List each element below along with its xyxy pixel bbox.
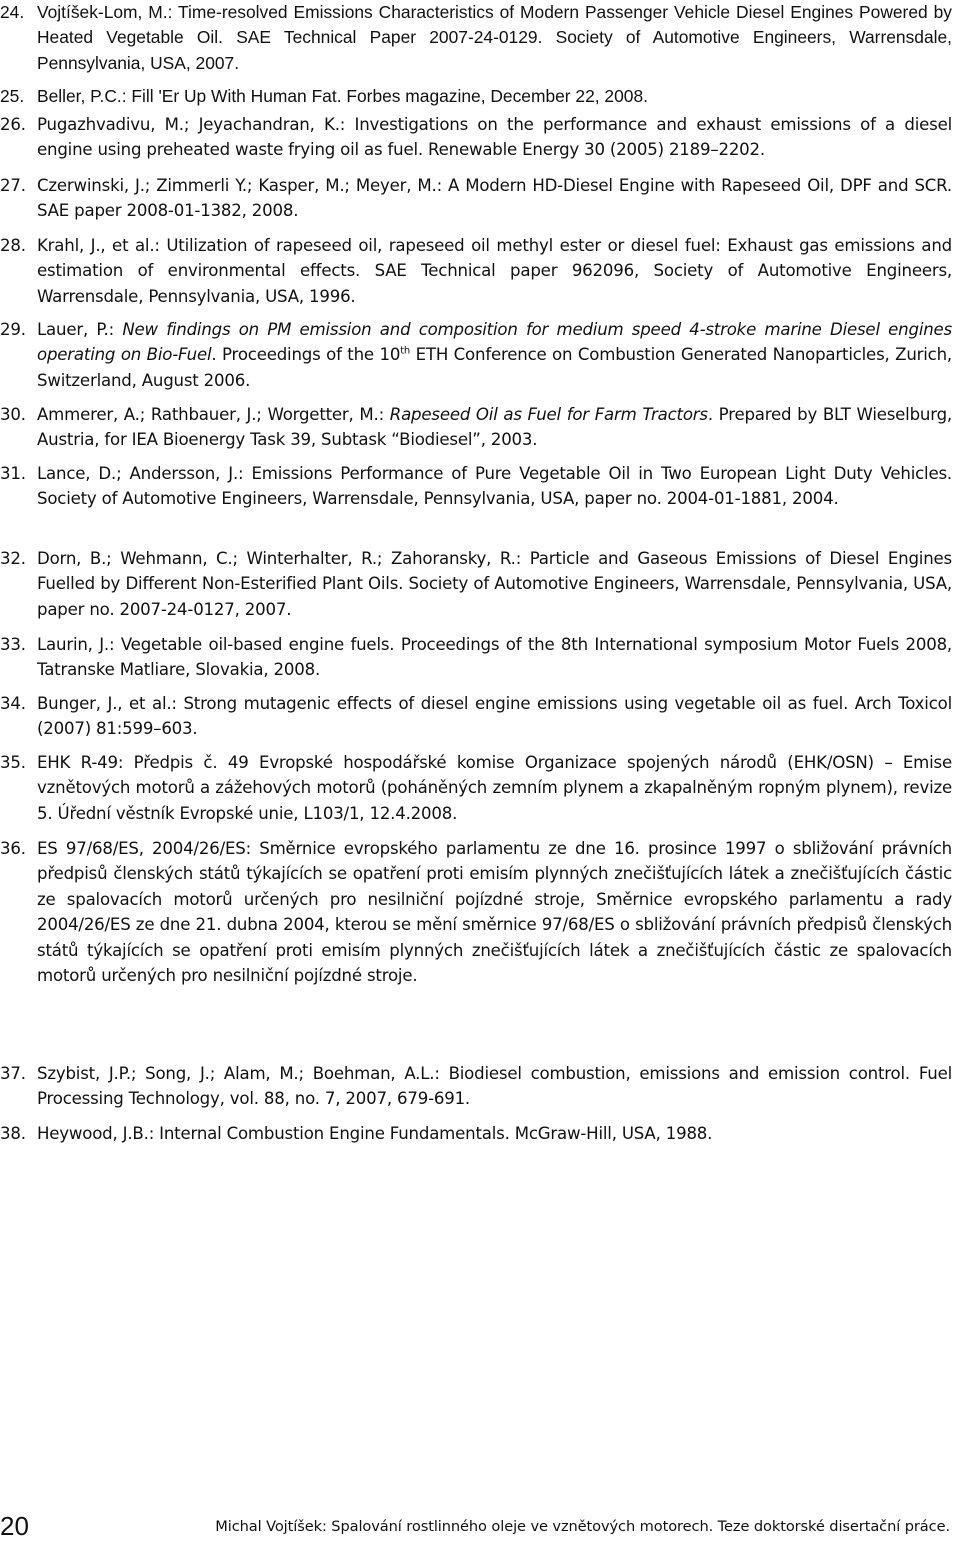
reference-item-33 bbox=[0, 632, 952, 683]
reference-title-italic: Rapeseed Oil as Fuel for Farm Tractors bbox=[389, 405, 708, 424]
reference-item-25 bbox=[0, 84, 952, 109]
reference-text: Dorn, B.; Wehmann, C.; Winterhalter, R.; Zahoransky, R.: Particle and Gaseous Emissions of Diesel Engines Fuelled by Different Non-Esterified Plant Oils. Society of Automotive Engineers, Warrensdale, Pennsylvania, USA, paper no. 2007-24-0127, 2007. bbox=[37, 549, 952, 619]
reference-number: 35. bbox=[0, 753, 26, 772]
reference-text: Vojtíšek-Lom, M.: Time-resolved Emissions Characteristics of Modern Passenger Vehicle Diesel Engines Powered by Heated Vegetable Oil. SAE Technical Paper 2007-24-0129. Society of Automotive Engineers, Warrensdale, Pennsylvania, USA, 2007. bbox=[37, 2, 952, 73]
reference-author: Lauer, P.: bbox=[37, 320, 123, 339]
reference-number: 25. bbox=[0, 86, 25, 106]
reference-number: 26. bbox=[0, 115, 26, 134]
reference-text: ES 97/68/ES, 2004/26/ES: Směrnice evropského parlamentu ze dne 16. prosince 1997 o sbližování právních předpisů členských států týkajících se opatření proti emisím plynných znečišťujících látek a znečišťujících částic ze spalovacích motorů určených pro nesilniční pojízdné stroje, Směrnice evropského parlamentu a rady 2004/26/ES ze dne 21. dubna 2004, kterou se mění směrnice 97/68/ES o sbližování právních předpisů členských států týkajících se opatření proti emisím plynných znečišťujících látek a znečišťujících částic ze spalovacích motorů určených pro nesilniční pojízdné stroje. bbox=[37, 839, 952, 986]
reference-number: 27. bbox=[0, 176, 26, 195]
reference-item-26 bbox=[0, 112, 952, 163]
reference-text: Beller, P.C.: Fill 'Er Up With Human Fat. Forbes magazine, December 22, 2008. bbox=[37, 86, 648, 106]
reference-number: 29. bbox=[0, 320, 26, 339]
reference-text: Krahl, J., et al.: Utilization of rapeseed oil, rapeseed oil methyl ester or diesel fuel: Exhaust gas emissions and estimation of environmental effects. SAE Technical paper 962096, Society of Automotive Engineers, Warrensdale, Pennsylvania, USA, 1996. bbox=[37, 236, 952, 306]
reference-item-29 bbox=[0, 317, 952, 393]
page-footer bbox=[0, 1511, 960, 1541]
reference-text: Laurin, J.: Vegetable oil-based engine fuels. Proceedings of the 8th International symposium Motor Fuels 2008, Tatranske Matliare, Slovakia, 2008. bbox=[37, 635, 952, 680]
reference-text: Pugazhvadivu, M.; Jeyachandran, K.: Investigations on the performance and exhaust emissions of a diesel engine using preheated waste frying oil as fuel. Renewable Energy 30 (2005) 2189–2202. bbox=[37, 115, 952, 160]
reference-text: Lance, D.; Andersson, J.: Emissions Performance of Pure Vegetable Oil in Two European Light Duty Vehicles. Society of Automotive Engineers, Warrensdale, Pennsylvania, USA, paper no. 2004-01-1881, 2004. bbox=[37, 464, 952, 509]
reference-text-part: . Proceedings of the 10 bbox=[211, 345, 401, 365]
reference-text: Heywood, J.B.: Internal Combustion Engine Fundamentals. McGraw-Hill, USA, 1988. bbox=[37, 1124, 713, 1143]
reference-number: 28. bbox=[0, 236, 26, 255]
reference-text-part: . Prepared by BLT Wieselburg, Austria, for IEA Bioenergy Task 39, Subtask “Biodiesel”, 2003. bbox=[37, 405, 952, 450]
reference-item-28 bbox=[0, 233, 952, 309]
reference-item-36 bbox=[0, 836, 952, 988]
reference-text: Bunger, J., et al.: Strong mutagenic effects of diesel engine emissions using vegetable oil as fuel. Arch Toxicol (2007) 81:599–603. bbox=[37, 694, 952, 739]
reference-text: Szybist, J.P.; Song, J.; Alam, M.; Boehman, A.L.: Biodiesel combustion, emissions and emission control. Fuel Processing Technology, vol. 88, no. 7, 2007, 679-691. bbox=[37, 1064, 952, 1109]
reference-item-38 bbox=[0, 1121, 952, 1146]
reference-item-35 bbox=[0, 750, 952, 826]
reference-number: 32. bbox=[0, 549, 26, 568]
reference-author: Ammerer, A.; Rathbauer, J.; Worgetter, M.: bbox=[37, 405, 390, 424]
reference-number: 34. bbox=[0, 694, 26, 713]
reference-number: 36. bbox=[0, 839, 26, 858]
reference-number: 30. bbox=[0, 405, 26, 424]
reference-number: 37. bbox=[0, 1064, 26, 1083]
footer-text: Michal Vojtíšek: Spalování rostlinného oleje ve vznětových motorech. Teze doktorské disertační práce. bbox=[215, 1518, 950, 1535]
reference-text: Czerwinski, J.; Zimmerli Y.; Kasper, M.; Meyer, M.: A Modern HD-Diesel Engine with Rapeseed Oil, DPF and SCR. SAE paper 2008-01-1382, 2008. bbox=[37, 176, 952, 221]
reference-item-31 bbox=[0, 461, 952, 512]
reference-number: 31. bbox=[0, 464, 26, 483]
reference-item-24 bbox=[0, 0, 952, 76]
page-number: 20 bbox=[0, 1511, 29, 1541]
superscript: th bbox=[400, 345, 411, 357]
reference-item-27 bbox=[0, 173, 952, 224]
reference-number: 33. bbox=[0, 635, 26, 654]
reference-number: 38. bbox=[0, 1124, 26, 1143]
reference-number: 24. bbox=[0, 2, 25, 22]
reference-title-italic: New findings on PM emission and composition for medium speed 4-stroke marine Diesel engines operating on Bio-Fuel bbox=[37, 320, 952, 365]
reference-text: EHK R-49: Předpis č. 49 Evropské hospodářské komise Organizace spojených národů (EHK/OSN) – Emise vznětových motorů a zážehových motorů (poháněných zemním plynem a zkapalněným ropným plynem), revize 5. Úřední věstník Evropské unie, L103/1, 12.4.2008. bbox=[37, 753, 952, 823]
reference-item-30 bbox=[0, 402, 952, 453]
reference-text bbox=[37, 402, 952, 453]
reference-item-32 bbox=[0, 546, 952, 622]
reference-item-34 bbox=[0, 691, 952, 742]
reference-text-part: ETH Conference on Combustion Generated Nanoparticles, Zurich, Switzerland, August 2006. bbox=[37, 345, 952, 390]
reference-text bbox=[37, 317, 952, 393]
reference-item-37 bbox=[0, 1061, 952, 1112]
